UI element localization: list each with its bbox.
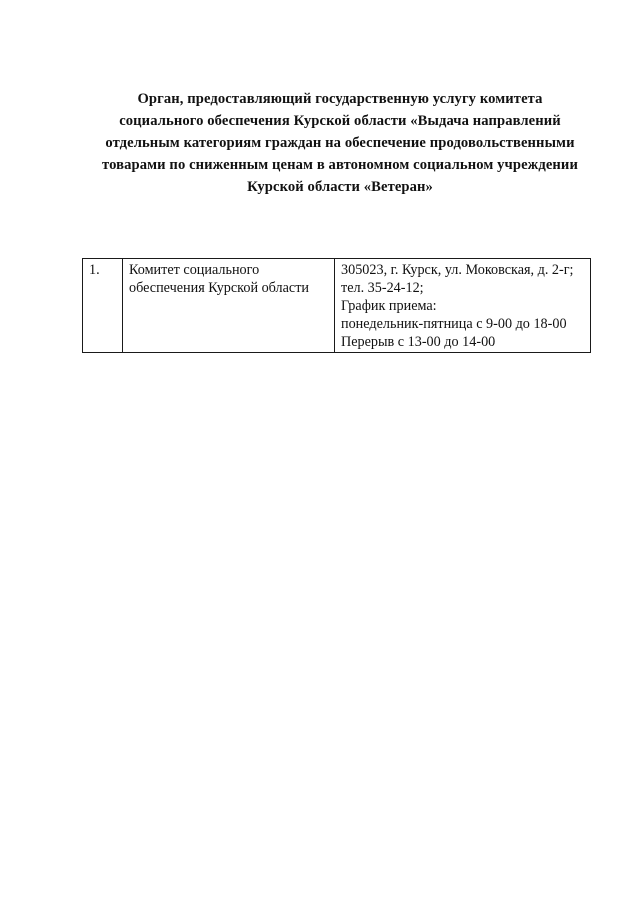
title-line: социального обеспечения Курской области «Выдача направлений bbox=[119, 113, 561, 129]
schedule-hours: понедельник-пятница с 9-00 до 18-00 bbox=[341, 316, 567, 332]
title-line: Орган, предоставляющий государственную услугу комитета bbox=[137, 91, 543, 107]
title-line: отдельным категориям граждан на обеспечение продовольственными bbox=[105, 135, 575, 151]
schedule-heading: График приема: bbox=[341, 298, 437, 314]
row-number: 1. bbox=[83, 259, 123, 353]
table-row bbox=[83, 259, 591, 353]
schedule-break: Перерыв с 13-00 до 14-00 bbox=[341, 334, 496, 350]
contact-address: 305023, г. Курск, ул. Моковская, д. 2-г; bbox=[341, 262, 574, 278]
contact-phone: тел. 35-24-12; bbox=[341, 280, 424, 296]
title-line: Курской области «Ветеран» bbox=[247, 179, 433, 195]
authority-table bbox=[82, 258, 591, 353]
document-title bbox=[80, 88, 600, 198]
authority-contact bbox=[335, 259, 591, 353]
title-line: товарами по сниженным ценам в автономном социальном учреждении bbox=[102, 157, 578, 173]
authority-name: Комитет социального обеспечения Курской области bbox=[123, 259, 335, 353]
